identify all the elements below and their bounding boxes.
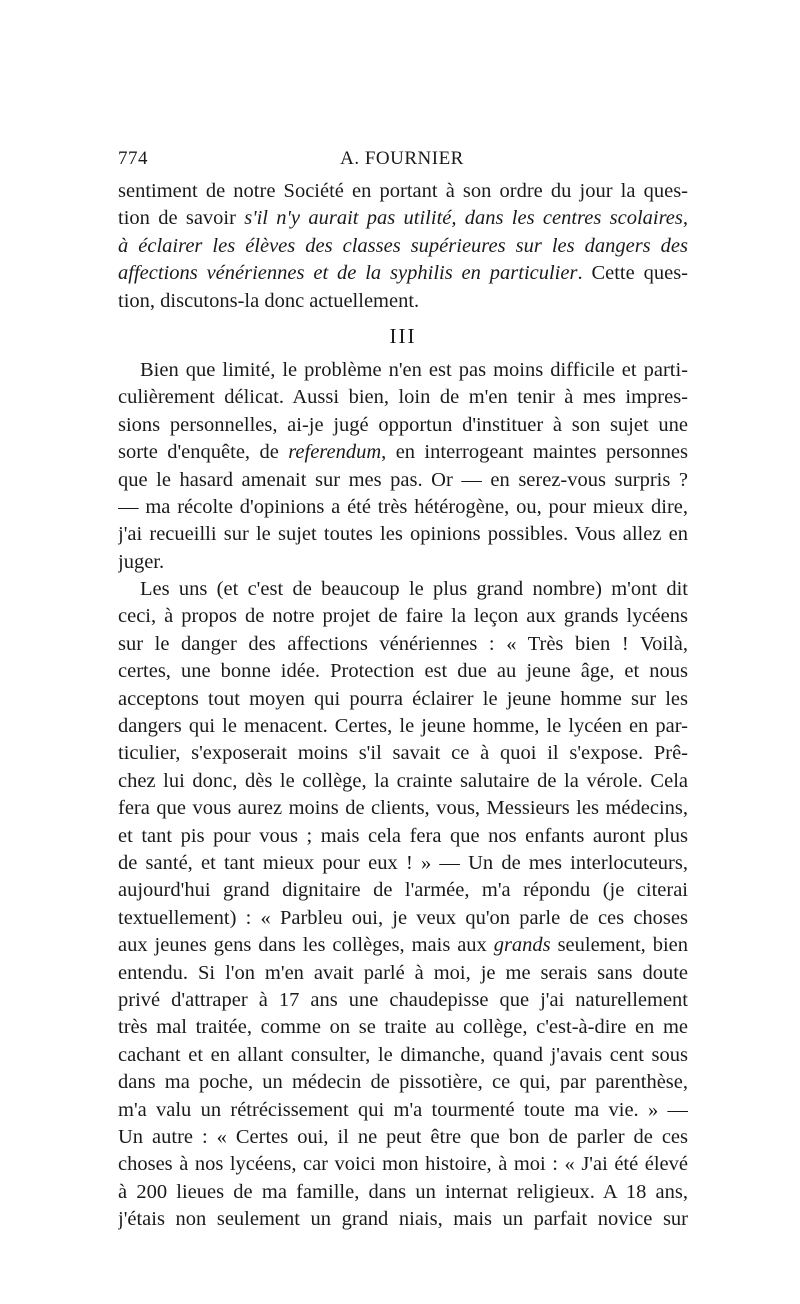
- italic-text: affections vénériennes et de la syphilis en particulier: [118, 262, 578, 285]
- text-segment: — ma récolte d'opinions a été très hétérogène, ou, pour mieux dire,: [118, 495, 688, 518]
- text-line: [118, 521, 688, 548]
- body-text: [118, 178, 688, 1233]
- text-segment: ceci, à propos de notre projet de faire la leçon aux grands lycéens: [118, 605, 688, 628]
- text-segment: sentiment de notre Société en portant à son ordre du jour la ques-: [118, 180, 688, 202]
- text-line: [118, 850, 688, 877]
- text-line: [118, 768, 688, 795]
- text-line: [118, 795, 688, 822]
- page-header: [118, 148, 686, 178]
- text-segment: acceptons tout moyen qui pourra éclairer le jeune homme sur les: [118, 687, 688, 710]
- text-line: [118, 987, 688, 1014]
- text-line: [118, 877, 688, 904]
- text-line: [118, 658, 688, 685]
- italic-text: à éclairer les élèves des classes supérieures sur les dangers des: [118, 234, 688, 257]
- text-segment: seulement, bien: [550, 934, 688, 957]
- text-segment: ticulier, s'exposerait moins s'il savait ce à quoi il s'expose. Prê-: [118, 742, 688, 765]
- text-segment: sur le danger des affections vénériennes : « Très bien ! Voilà,: [118, 632, 688, 655]
- text-line: [118, 205, 688, 232]
- text-segment: privé d'attraper à 17 ans une chaudepisse que j'ai naturellement: [118, 988, 688, 1011]
- text-line: [118, 1069, 688, 1096]
- text-line: [118, 603, 688, 630]
- text-line: [118, 740, 688, 767]
- text-segment: textuellement) : « Parbleu oui, je veux qu'on parle de ces choses: [118, 906, 688, 929]
- text-line: [118, 1097, 688, 1124]
- text-segment: fera que vous aurez moins de clients, vous, Messieurs les médecins,: [118, 797, 688, 820]
- section-heading: [118, 315, 688, 357]
- text-segment: certes, une bonne idée. Protection est due au jeune âge, et nous: [118, 660, 688, 683]
- text-segment: tion de savoir: [118, 207, 245, 230]
- text-line: [118, 439, 688, 466]
- text-line: [118, 1151, 688, 1178]
- text-segment: Bien que limité, le problème n'en est pas moins difficile et parti-: [140, 358, 688, 381]
- italic-text: referendum: [288, 441, 382, 464]
- text-line: [118, 823, 688, 850]
- text-segment: sions personnelles, ai-je jugé opportun d'instituer à son sujet une: [118, 413, 688, 436]
- text-line: [118, 384, 688, 411]
- text-segment: aujourd'hui grand dignitaire de l'armée, m'a répondu (je citerai: [118, 879, 688, 902]
- page-number: 774: [118, 148, 148, 169]
- text-segment: Un autre : « Certes oui, il ne peut être que bon de parler de ces: [118, 1125, 688, 1148]
- text-segment: , en interrogeant maintes personnes: [381, 441, 688, 464]
- italic-text: grands: [493, 934, 551, 957]
- text-line: [118, 932, 688, 959]
- text-segment: que le hasard amenait sur mes pas. Or — en serez-vous surpris ?: [118, 468, 688, 491]
- text-line: [118, 412, 688, 439]
- text-segment: j'étais non seulement un grand niais, mais un parfait novice sur: [118, 1208, 688, 1231]
- text-segment: tion, discutons-la donc actuellement.: [118, 289, 420, 312]
- text-segment: juger.: [118, 550, 165, 573]
- text-line: [118, 178, 688, 205]
- text-line: [118, 631, 688, 658]
- text-line: [118, 1206, 688, 1233]
- text-line: [118, 357, 688, 384]
- text-segment: choses à nos lycéens, car voici mon histoire, à moi : « J'ai été élevé: [118, 1153, 688, 1176]
- text-segment: III: [389, 323, 417, 348]
- text-segment: . Cette ques-: [577, 262, 688, 285]
- italic-text: s'il n'y aurait pas utilité, dans les centres scolaires,: [244, 207, 688, 230]
- text-segment: très mal traitée, comme on se traite au collège, c'est-à-dire en me: [118, 1016, 688, 1039]
- text-segment: chez lui donc, dès le collège, la crainte salutaire de la vérole. Cela: [118, 769, 688, 792]
- text-segment: culièrement délicat. Aussi bien, loin de m'en tenir à mes impres-: [118, 386, 688, 409]
- text-line: [118, 576, 688, 603]
- text-line: [118, 1179, 688, 1206]
- text-line: [118, 686, 688, 713]
- text-segment: de santé, et tant mieux pour eux ! » — Un de mes interlocuteurs,: [118, 851, 688, 874]
- text-segment: à 200 lieues de ma famille, dans un internat religieux. A 18 ans,: [118, 1180, 688, 1203]
- text-line: [118, 260, 688, 287]
- text-line: [118, 713, 688, 740]
- text-segment: j'ai recueilli sur le sujet toutes les opinions possibles. Vous allez en: [118, 523, 688, 546]
- text-line: [118, 288, 688, 315]
- text-line: [118, 494, 688, 521]
- text-segment: m'a valu un rétrécissement qui m'a tourmenté toute ma vie. » —: [118, 1098, 688, 1121]
- text-line: [118, 467, 688, 494]
- text-segment: sorte d'enquête, de: [118, 441, 289, 464]
- text-line: [118, 233, 688, 260]
- text-line: [118, 905, 688, 932]
- text-segment: aux jeunes gens dans les collèges, mais aux: [118, 934, 494, 957]
- text-line: [118, 1042, 688, 1069]
- text-segment: cachant et en allant consulter, le dimanche, quand j'avais cent sous: [118, 1043, 688, 1066]
- text-segment: dangers qui le menacent. Certes, le jeune homme, le lycéen en par-: [118, 715, 688, 738]
- running-head: A. FOURNIER: [340, 148, 464, 169]
- text-segment: entendu. Si l'on m'en avait parlé à moi, je me serais sans doute: [118, 961, 688, 984]
- text-segment: et tant pis pour vous ; mais cela fera que nos enfants auront plus: [118, 824, 688, 847]
- text-line: [118, 1124, 688, 1151]
- text-line: [118, 960, 688, 987]
- text-segment: dans ma poche, un médecin de pissotière, ce qui, par parenthèse,: [118, 1071, 688, 1094]
- text-line: [118, 1014, 688, 1041]
- text-line: [118, 549, 688, 576]
- text-segment: Les uns (et c'est de beaucoup le plus grand nombre) m'ont dit: [140, 578, 688, 601]
